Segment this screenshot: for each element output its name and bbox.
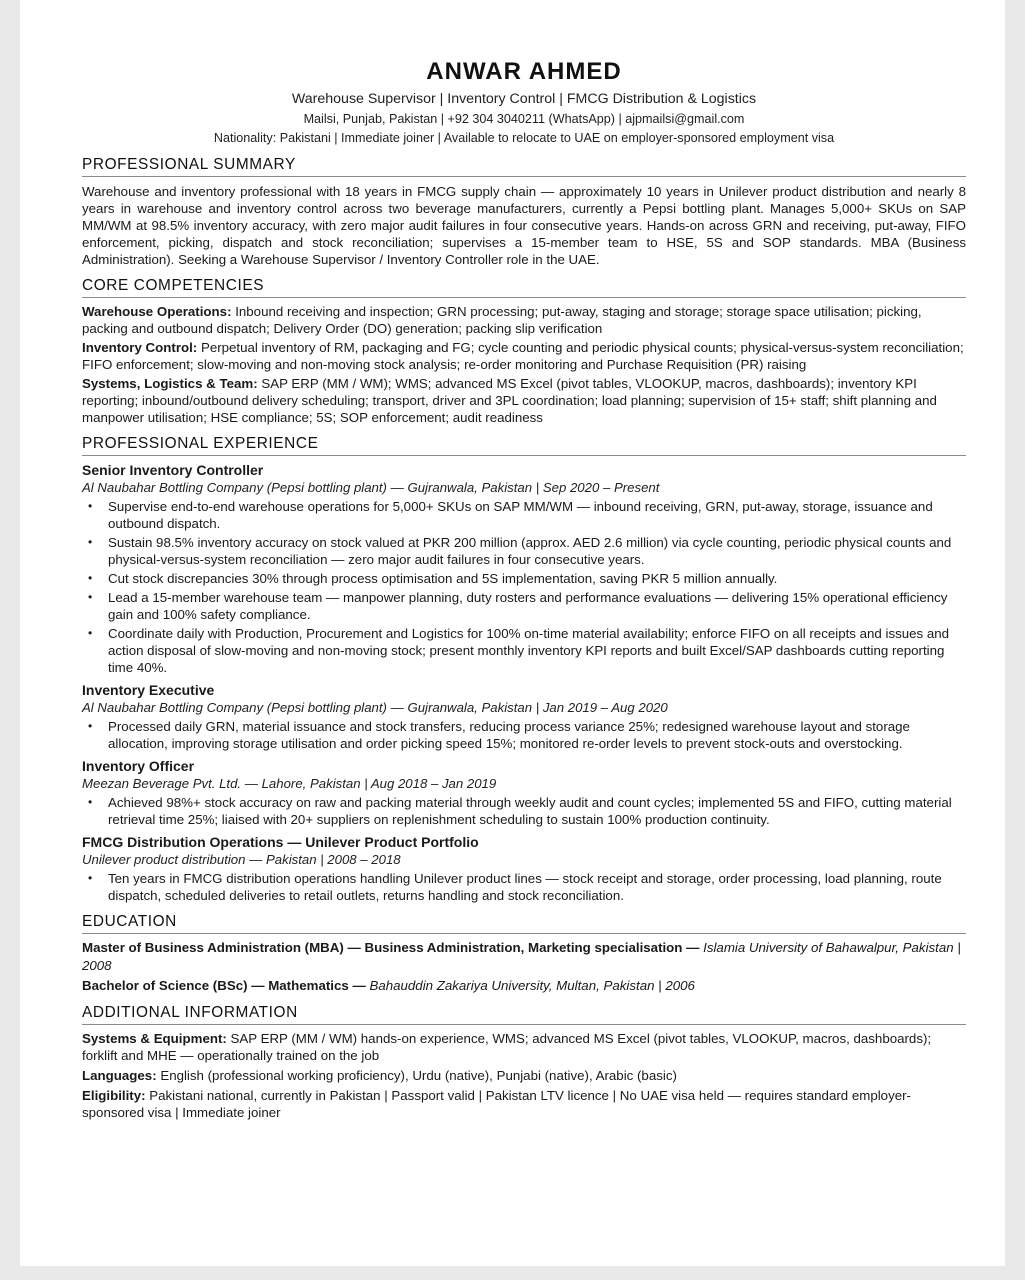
school: Bahauddin Zakariya University, Multan, Pakistan | 2006 — [369, 978, 695, 993]
competency-text: Perpetual inventory of RM, packaging and FG; cycle counting and periodic physical counts; physical-versus-system reconciliation; FIFO enforcement; slow-moving and non-moving stock analysis; re-order monitoring and Purchase Requisition (PR) raising — [82, 340, 964, 372]
job-entry — [82, 681, 966, 752]
job-bullet: • Processed daily GRN, material issuance and stock transfers, reducing process variance 25%; redesigned warehouse layout and storage allocation, improving storage utilisation and order picking speed 15%; monitored re-order levels to prevent stock-outs and overstocking. — [82, 718, 966, 752]
job-bullet: • Coordinate daily with Production, Procurement and Logistics for 100% on-time material availability; enforce FIFO on all receipts and issues and action disposal of slow-moving and non-moving stock; present monthly inventory KPI reports and built Excel/SAP dashboards cutting reporting time 40%. — [82, 625, 966, 676]
additional-label: Languages: — [82, 1068, 157, 1083]
job-meta: Al Naubahar Bottling Company (Pepsi bottling plant) — Gujranwala, Pakistan | Jan 2019 – Aug 2020 — [82, 700, 668, 715]
job-entry — [82, 757, 966, 828]
job-title: FMCG Distribution Operations — Unilever Product Portfolio — [82, 834, 479, 850]
candidate-name: ANWAR AHMED — [426, 58, 622, 85]
contact-line: Mailsi, Punjab, Pakistan | +92 304 3040211 (WhatsApp) | ajpmailsi@gmail.com — [303, 112, 745, 126]
job-bullet: • Sustain 98.5% inventory accuracy on stock valued at PKR 200 million (approx. AED 2.6 million) via cycle counting, periodic physical counts and physical-versus-system reconciliation — zero major audit failures in four consecutive years. — [82, 534, 966, 568]
nationality-line: Nationality: Pakistani | Immediate joiner | Available to relocate to UAE on employer-sponsored employment visa — [213, 131, 835, 145]
competency-label: Warehouse Operations: — [82, 304, 232, 319]
additional-text: SAP ERP (MM / WM) hands-on experience, WMS; advanced MS Excel (pivot tables, VLOOKUP, macros, dashboards); forklift and MHE — operationally trained on the job — [82, 1031, 932, 1063]
job-bullets — [82, 794, 966, 828]
resume-page — [20, 0, 1005, 1266]
job-bullets — [82, 718, 966, 752]
job-bullets — [82, 498, 966, 676]
additional-text: Pakistani national, currently in Pakistan | Passport valid | Pakistan LTV licence | No UAE visa held — requires standard employer-sponsored visa | Immediate joiner — [82, 1088, 911, 1120]
job-bullet: • Cut stock discrepancies 30% through process optimisation and 5S implementation, saving PKR 5 million annually. — [82, 570, 966, 587]
additional-label: Systems & Equipment: — [82, 1031, 227, 1046]
additional-item — [82, 1030, 966, 1064]
job-bullet: • Achieved 98%+ stock accuracy on raw and packing material through weekly audit and count cycles; implemented 5S and FIFO, cutting material retrieval time 25%; liaised with 20+ suppliers on replenishment scheduling to sustain 100% production continuity. — [82, 794, 966, 828]
job-meta: Meezan Beverage Pvt. Ltd. — Lahore, Pakistan | Aug 2018 – Jan 2019 — [82, 776, 497, 791]
job-bullet: • Supervise end-to-end warehouse operations for 5,000+ SKUs on SAP MM/WM — inbound receiving, GRN, put-away, storage, issuance and outbound dispatch. — [82, 498, 966, 532]
competency-text: Inbound receiving and inspection; GRN processing; put-away, staging and storage; storage space utilisation; picking, packing and outbound dispatch; Delivery Order (DO) generation; packing slip verification — [82, 304, 922, 336]
resume-content — [82, 58, 966, 1121]
school: Islamia University of Bahawalpur, Pakistan | 2008 — [82, 940, 961, 973]
job-meta: Al Naubahar Bottling Company (Pepsi bottling plant) — Gujranwala, Pakistan | Sep 2020 – Present — [82, 480, 660, 495]
education-item — [82, 939, 966, 975]
job-meta: Unilever product distribution — Pakistan | 2008 – 2018 — [82, 852, 401, 867]
summary-text: Warehouse and inventory professional with 18 years in FMCG supply chain — approximately 10 years in Unilever product distribution and nearly 8 years in warehouse and inventory control across two beverage manufacturers, currently a Pepsi bottling plant. Manages 5,000+ SKUs on SAP MM/WM at 98.5% inventory accuracy, with zero major audit failures in four consecutive years. Hands-on across GRN and receiving, put-away, FIFO enforcement, picking, dispatch and stock reconciliation; supervises a 15-member team to HSE, 5S and SOP standards. MBA (Business Administration). Seeking a Warehouse Supervisor / Inventory Controller role in the UAE. — [82, 184, 966, 267]
job-bullet: • Ten years in FMCG distribution operations handling Unilever product lines — stock receipt and storage, order processing, load planning, route dispatch, scheduled deliveries to retail outlets, returns handling and stock reconciliation. — [82, 870, 966, 904]
additional-text: English (professional working proficiency), Urdu (native), Punjabi (native), Arabic (basic) — [156, 1068, 677, 1083]
competency-label: Systems, Logistics & Team: — [82, 376, 258, 391]
competency-item — [82, 303, 966, 337]
job-title: Senior Inventory Controller — [82, 462, 264, 478]
job-entry — [82, 461, 966, 676]
competency-text: SAP ERP (MM / WM); WMS; advanced MS Excel (pivot tables, VLOOKUP, macros, dashboards); inventory KPI reporting; inbound/outbound delivery scheduling; transport, driver and 3PL coordination; load planning; supervision of 15+ staff; shift planning and manpower utilisation; HSE compliance; 5S; SOP enforcement; audit readiness — [82, 376, 937, 425]
competency-item — [82, 375, 966, 426]
headline: Warehouse Supervisor | Inventory Control | FMCG Distribution & Logistics — [291, 91, 757, 107]
section-title-experience: PROFESSIONAL EXPERIENCE — [82, 435, 966, 456]
job-title: Inventory Executive — [82, 682, 215, 698]
section-title-education: EDUCATION — [82, 913, 966, 934]
additional-item — [82, 1067, 966, 1084]
section-title-additional: ADDITIONAL INFORMATION — [82, 1004, 966, 1025]
degree: Master of Business Administration (MBA) — Business Administration, Marketing specialisation — — [82, 940, 704, 955]
additional-label: Eligibility: — [82, 1088, 146, 1103]
competency-item — [82, 339, 966, 373]
section-title-summary: PROFESSIONAL SUMMARY — [82, 156, 966, 177]
degree: Bachelor of Science (BSc) — Mathematics — — [82, 978, 370, 993]
job-bullets — [82, 870, 966, 904]
education-item — [82, 977, 966, 995]
additional-item — [82, 1087, 966, 1121]
job-entry — [82, 833, 966, 904]
competency-label: Inventory Control: — [82, 340, 198, 355]
job-bullet: • Lead a 15-member warehouse team — manpower planning, duty rosters and performance evaluations — delivering 15% operational efficiency gain and 100% safety compliance. — [82, 589, 966, 623]
job-title: Inventory Officer — [82, 758, 195, 774]
section-title-competencies: CORE COMPETENCIES — [82, 277, 966, 298]
